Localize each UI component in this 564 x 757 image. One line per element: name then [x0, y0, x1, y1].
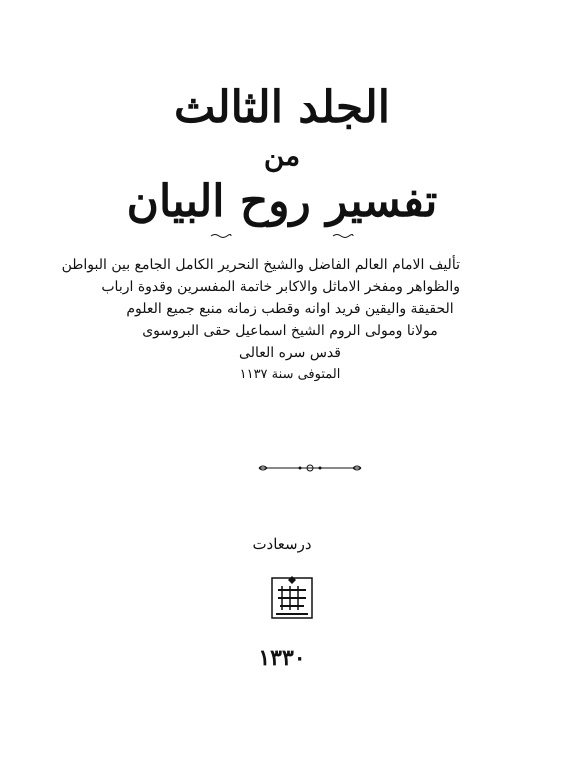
author-line-4: مولانا ومولى الروم الشيخ اسماعيل حقى البروسوى: [142, 323, 438, 339]
volume-title: الجلد الثالث: [174, 82, 390, 133]
left-ornament-icon: [210, 232, 232, 240]
right-ornament-icon: [332, 232, 354, 240]
place-of-print: درسعادت: [252, 535, 312, 553]
min-word: من: [263, 139, 301, 172]
author-line-1: تأليف الامام العالم الفاضل والشيخ النحرير الكامل الجامع بين البواطن: [61, 257, 460, 273]
author-line-3: الحقيقة واليقين فريد اوانه وقطب زمانه منبع جميع العلوم: [126, 301, 454, 317]
author-line-2: والظواهر ومفخر الاماثل والاكابر خاتمة المفسرين وقدوة ارباب: [101, 279, 460, 295]
book-title: تفسير روح البيان: [126, 176, 438, 227]
publication-year: ١٣٣٠: [258, 645, 306, 671]
printer-seal-icon: [268, 574, 316, 622]
ornamental-divider-icon: [255, 462, 365, 474]
death-date: المتوفى سنة ١١٣٧: [239, 367, 341, 382]
author-line-5: قدس سره العالى: [239, 345, 341, 361]
